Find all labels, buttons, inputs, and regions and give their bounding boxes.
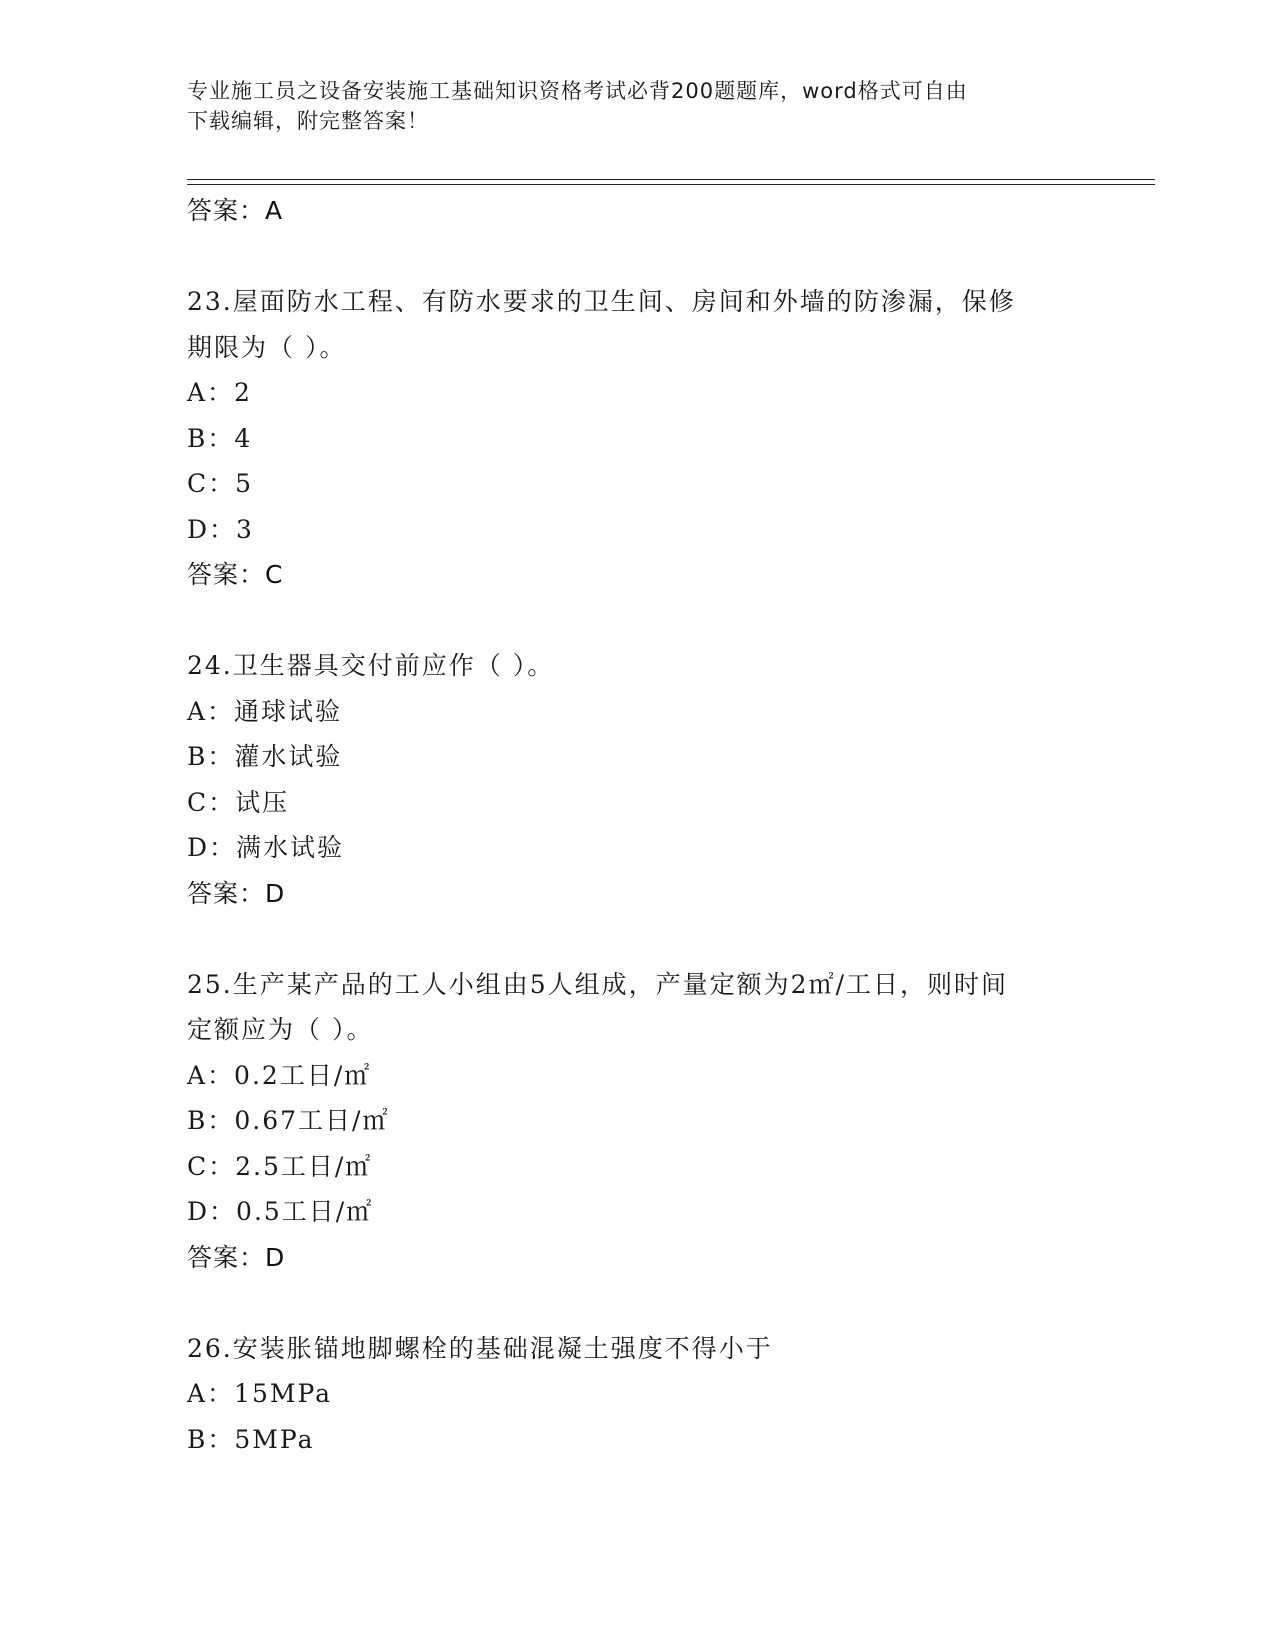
option-c: C：5 [187,469,254,498]
header-line-2: 下载编辑，附完整答案！ [187,109,429,133]
question-block-26 [187,1326,1087,1463]
option-a: A：2 [187,378,252,407]
option-a: A：15MPa [187,1379,333,1408]
option-d: D：3 [187,514,254,544]
spacer [187,598,1087,644]
option-d: D：满水试验 [187,833,345,862]
question-stem-line: 定额应为（ ）。 [187,1015,374,1044]
question-block-24 [187,643,1087,916]
option-b: B：灌水试验 [187,742,343,771]
spacer [187,234,1087,280]
question-stem-line: 期限为（ ）。 [187,332,347,362]
question-block-23 [187,279,1087,598]
question-stem-line: 23.屋面防水工程、有防水要求的卫生间、房间和外墙的防渗漏，保修 [187,287,1016,316]
spacer [187,1280,1087,1326]
option-b: B：5MPa [187,1424,315,1454]
question-answer: 答案：C [187,560,284,589]
option-a: A：通球试验 [187,696,343,726]
question-answer: 答案：D [187,1242,286,1272]
question-stem-line: 26.安装胀锚地脚螺栓的基础混凝土强度不得小于 [187,1333,773,1363]
header-line-1: 专业施工员之设备安装施工基础知识资格考试必背200题题库，word格式可自由 [187,79,968,103]
document-header [187,76,1087,136]
option-b: B：4 [187,423,253,453]
header-divider-bottom [187,184,1155,185]
header-divider-top [187,179,1155,180]
question-block-25 [187,962,1087,1281]
spacer [187,916,1087,962]
option-c: C：试压 [187,787,290,817]
question-list [187,188,1087,1462]
option-c: C：2.5工日/㎡ [187,1151,373,1181]
question-stem-line: 25.生产某产品的工人小组由5人组成，产量定额为2㎡/工日，则时间 [187,969,1008,999]
option-a: A：0.2工日/㎡ [187,1060,372,1090]
previous-answer: 答案：A [187,196,284,225]
option-b: B：0.67工日/㎡ [187,1106,390,1135]
question-stem-line: 24.卫生器具交付前应作（ ）。 [187,651,555,680]
question-answer: 答案：D [187,878,286,908]
option-d: D：0.5工日/㎡ [187,1197,374,1226]
